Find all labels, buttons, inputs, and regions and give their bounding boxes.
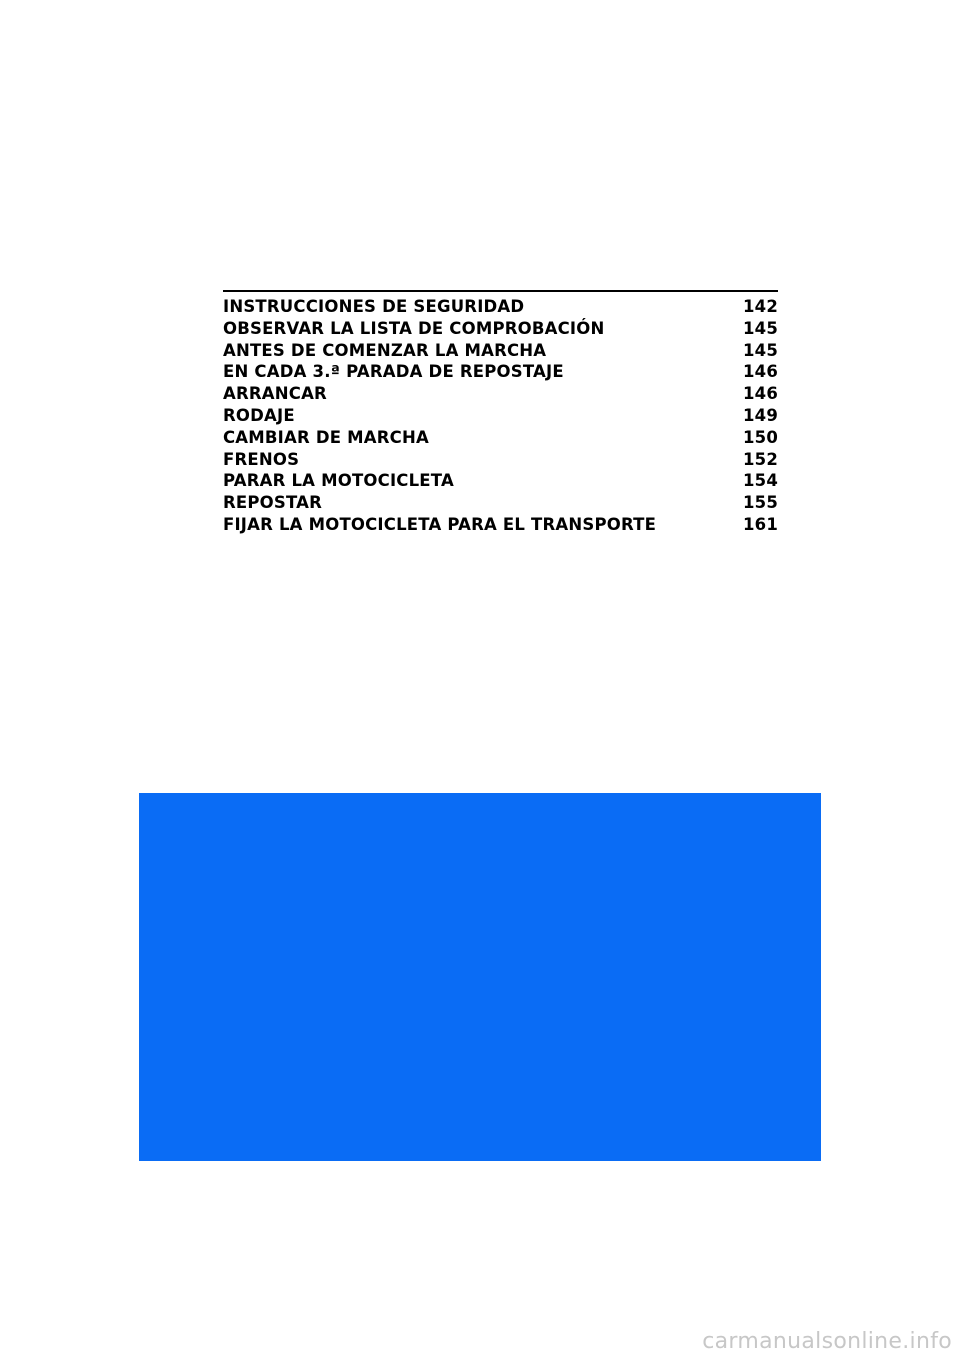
toc-entry[interactable] xyxy=(223,318,778,340)
toc-entry-page: 146 xyxy=(742,362,778,382)
toc-entry-title: CAMBIAR DE MARCHA xyxy=(223,427,429,447)
toc-entry-page: 146 xyxy=(742,384,778,404)
toc-entry-title: FIJAR LA MOTOCICLETA PARA EL TRANSPORTE xyxy=(223,514,657,534)
toc-entry-title: FRENOS xyxy=(223,449,300,469)
toc-entry[interactable] xyxy=(223,405,778,427)
toc-entry-title: REPOSTAR xyxy=(223,493,323,513)
toc-entry[interactable] xyxy=(223,449,778,471)
toc-entry-page: 149 xyxy=(742,405,778,425)
toc-entry[interactable] xyxy=(223,427,778,449)
chapter-color-block xyxy=(139,793,821,1161)
toc-entry-page: 145 xyxy=(742,340,778,360)
toc-entry-page: 150 xyxy=(742,427,778,447)
toc-entry-page: 145 xyxy=(742,318,778,338)
toc-entry[interactable] xyxy=(223,470,778,492)
toc-entry-page: 161 xyxy=(742,514,778,534)
toc-entry-title: ANTES DE COMENZAR LA MARCHA xyxy=(223,340,547,360)
toc-entry-page: 155 xyxy=(742,493,778,513)
toc-entry-title: PARAR LA MOTOCICLETA xyxy=(223,471,454,491)
toc-entry-title: RODAJE xyxy=(223,405,295,425)
watermark-text: carmanualsonline.info xyxy=(702,1329,952,1354)
toc-entry[interactable] xyxy=(223,514,778,536)
toc-entry-title: EN CADA 3.ª PARADA DE REPOSTAJE xyxy=(223,362,564,382)
toc-entry[interactable] xyxy=(223,492,778,514)
toc-entry[interactable] xyxy=(223,383,778,405)
toc-entry-title: OBSERVAR LA LISTA DE COMPROBACIÓN xyxy=(223,318,605,338)
toc-entry-page: 152 xyxy=(742,449,778,469)
toc-entry[interactable] xyxy=(223,340,778,362)
toc-entry-page: 142 xyxy=(742,297,778,316)
toc-entry-title: ARRANCAR xyxy=(223,384,327,404)
toc-entry[interactable] xyxy=(223,361,778,383)
toc-entry-title: INSTRUCCIONES DE SEGURIDAD xyxy=(223,297,525,316)
table-of-contents xyxy=(223,290,778,536)
toc-entry[interactable] xyxy=(223,296,778,318)
toc-entry-page: 154 xyxy=(742,471,778,491)
